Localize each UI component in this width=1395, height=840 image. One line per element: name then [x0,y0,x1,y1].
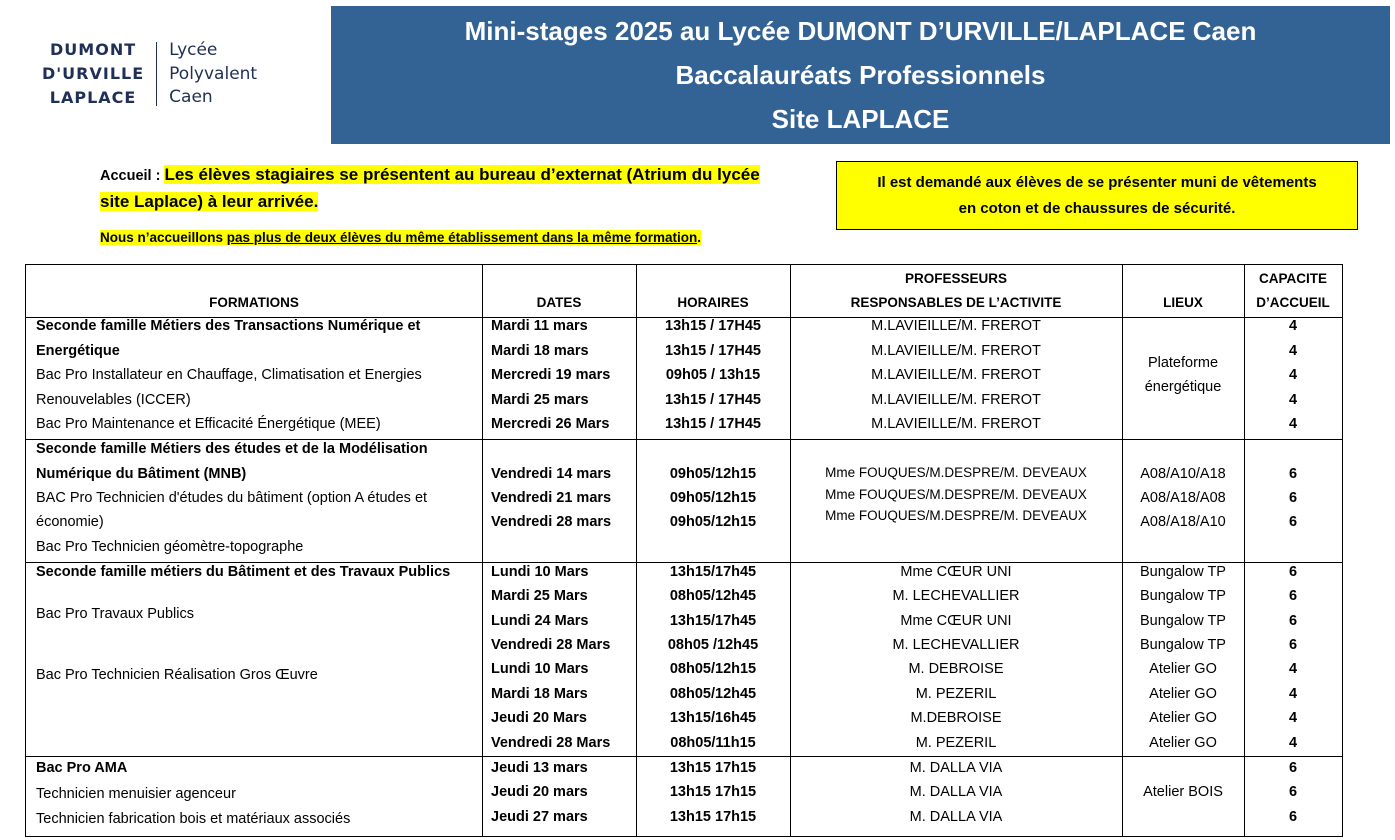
horaire-cell: 13h15/16h45 [669,710,757,726]
date-cell: Vendredi 21 mars [491,490,612,506]
schedule-table [25,264,1343,837]
lieu-cell: Bungalow TP [1140,637,1226,653]
accueil-text: Les élèves stagiaires se présentent au bureau d’externat (Atrium du lycée [164,165,760,184]
formation-label: Seconde famille métiers du Bâtiment et des Travaux Publics [36,564,451,580]
banner-title: Mini-stages 2025 au Lycée DUMONT D’URVILLE/LAPLACE Caen [464,16,1257,46]
capacite-cell: 4 [1288,661,1298,677]
safety-line: Il est demandé aux élèves de se présenter muni de vêtements [877,173,1317,191]
professeur-cell: M. DALLA VIA [909,760,1003,776]
school-logo [42,40,257,108]
lieu-cell: A08/A18/A08 [1140,490,1226,506]
lieu-cell: Plateforme [1147,355,1219,371]
horaire-cell: 09h05/12h15 [669,466,757,482]
formation-label: BAC Pro Technicien d'études du bâtiment (option A études et [36,490,428,506]
logo-subline: Caen [169,87,213,107]
logo-line: DUMONT [50,40,137,59]
horaire-cell: 09h05 / 13h15 [665,367,761,383]
date-cell: Mercredi 26 Mars [491,416,610,432]
formation-label: Technicien fabrication bois et matériaux associés [36,811,351,827]
professeur-cell: M. DALLA VIA [909,784,1003,800]
date-cell: Mardi 18 Mars [491,686,588,702]
professeur-cell: M.LAVIEILLE/M. FREROT [871,318,1041,334]
date-cell: Jeudi 20 Mars [491,710,587,726]
horaire-cell: 08h05/12h15 [669,661,757,677]
lieu-cell: Atelier GO [1149,735,1217,751]
horaire-cell: 09h05/12h15 [669,514,757,530]
date-cell: Jeudi 27 mars [491,809,588,825]
capacite-cell: 6 [1288,588,1298,604]
professeur-cell: M.LAVIEILLE/M. FREROT [871,392,1041,408]
formation-label: Bac Pro Travaux Publics [36,606,194,622]
formation-label: Renouvelables (ICCER) [36,392,191,408]
formation-label: Energétique [36,343,120,359]
header-formations: FORMATIONS [209,295,299,310]
formation-label: Bac Pro AMA [36,760,128,776]
horaire-cell: 08h05 /12h45 [667,637,759,653]
formation-label: Bac Pro Maintenance et Efficacité Énergétique (MEE) [36,416,381,432]
title-banner [331,6,1390,144]
capacite-cell: 4 [1288,367,1298,383]
horaire-cell: 09h05/12h15 [669,490,757,506]
professeur-cell: Mme FOUQUES/M.DESPRE/M. DEVEAUX [825,465,1087,480]
horaire-cell: 13h15 / 17H45 [665,343,761,359]
capacity-note [100,230,701,245]
formation-label: Seconde famille Métiers des Transactions Numérique et [36,318,421,334]
logo-line: D'URVILLE [42,64,145,83]
date-cell: Vendredi 28 mars [491,514,612,530]
capacite-cell: 4 [1288,416,1298,432]
lieu-cell: Atelier GO [1149,710,1217,726]
capacite-cell: 6 [1288,613,1298,629]
horaire-cell: 08h05/11h15 [670,735,756,751]
professeur-cell: Mme FOUQUES/M.DESPRE/M. DEVEAUX [825,508,1087,523]
date-cell: Mardi 18 mars [491,343,589,359]
formation-label: Technicien menuisier agenceur [36,786,236,802]
capacite-cell: 6 [1288,564,1298,580]
capacite-cell: 4 [1288,735,1298,751]
lieu-cell: Atelier GO [1149,661,1217,677]
professeur-cell: Mme CŒUR UNI [900,564,1012,580]
professeur-cell: M. LECHEVALLIER [892,637,1020,653]
capacite-cell: 6 [1288,784,1298,800]
date-cell: Lundi 10 Mars [491,564,589,580]
horaire-cell: 13h15/17h45 [669,613,757,629]
horaire-cell: 13h15 / 17H45 [665,392,761,408]
formation-label: Bac Pro Technicien géomètre-topographe [36,539,304,555]
horaire-cell: 08h05/12h45 [669,588,757,604]
formation-label: Bac Pro Installateur en Chauffage, Climatisation et Energies [36,367,422,383]
logo-subline: Lycée [169,40,218,60]
professeur-cell: Mme FOUQUES/M.DESPRE/M. DEVEAUX [825,487,1087,502]
column-divider [482,265,483,836]
formation-label: Bac Pro Technicien Réalisation Gros Œuvre [36,667,318,683]
logo-subtitle [157,40,257,108]
capacite-cell: 6 [1288,490,1298,506]
banner-subtitle: Baccalauréats Professionnels [675,60,1046,90]
capacite-cell: 4 [1288,318,1298,334]
capacite-cell: 4 [1288,392,1298,408]
capacite-cell: 6 [1288,809,1298,825]
capacite-cell: 6 [1288,760,1298,776]
lieu-cell: A08/A10/A18 [1140,466,1226,482]
professeur-cell: Mme CŒUR UNI [900,613,1012,629]
capacite-cell: 4 [1288,343,1298,359]
header-capacite: CAPACITE D’ACCUEIL [1256,271,1330,310]
formation-label: économie) [36,514,104,530]
horaire-cell: 13h15 17h15 [669,809,757,825]
date-cell: Mardi 11 mars [491,318,588,334]
date-cell: Lundi 24 Mars [491,613,589,629]
formation-label: Seconde famille Métiers des études et de la Modélisation [36,441,428,457]
professeur-cell: M. DEBROISE [908,661,1004,677]
date-cell: Mardi 25 Mars [491,588,588,604]
date-cell: Lundi 10 Mars [491,661,589,677]
professeur-cell: M. PEZERIL [915,735,997,751]
capacite-cell: 6 [1288,637,1298,653]
date-cell: Vendredi 28 Mars [491,637,611,653]
lieu-cell: Atelier BOIS [1143,784,1223,800]
lieu-cell: A08/A18/A10 [1140,514,1226,530]
header-lieux: LIEUX [1163,295,1203,310]
professeur-cell: M.DEBROISE [910,710,1002,726]
accueil-notice [100,162,812,214]
date-cell: Mercredi 19 mars [491,367,611,383]
note-emphasis: pas plus de deux élèves du même établissement dans la même formation [226,230,698,245]
safety-line: en coton et de chaussures de sécurité. [958,199,1236,217]
capacite-cell: 4 [1288,686,1298,702]
accueil-label: Accueil : [100,168,165,184]
header-dates: DATES [536,295,582,310]
date-cell: Vendredi 28 Mars [491,735,611,751]
horaire-cell: 08h05/12h45 [669,686,757,702]
logo-line: LAPLACE [49,88,137,107]
date-cell: Vendredi 14 mars [491,466,612,482]
professeur-cell: M. PEZERIL [915,686,997,702]
date-cell: Jeudi 20 mars [491,784,588,800]
horaire-cell: 13h15 17h15 [669,784,757,800]
professeur-cell: M. LECHEVALLIER [892,588,1020,604]
lieu-cell: énergétique [1144,379,1222,395]
header-horaires: HORAIRES [677,295,749,310]
formation-label: Numérique du Bâtiment (MNB) [36,466,247,482]
accueil-text: site Laplace) à leur arrivée. [100,192,319,211]
banner-site: Site LAPLACE [771,104,950,134]
professeur-cell: M.LAVIEILLE/M. FREROT [871,416,1041,432]
horaire-cell: 13h15 / 17H45 [665,416,761,432]
horaire-cell: 13h15/17h45 [669,564,757,580]
lieu-cell: Bungalow TP [1140,564,1226,580]
lieu-cell: Bungalow TP [1140,588,1226,604]
professeur-cell: M.LAVIEILLE/M. FREROT [871,343,1041,359]
professeur-cell: M. DALLA VIA [909,809,1003,825]
header-professeurs: PROFESSEURS RESPONSABLES DE L’ACTIVITE [850,271,1062,310]
note-text: Nous n’accueillons [100,230,227,245]
date-cell: Mardi 25 mars [491,392,589,408]
capacite-cell: 6 [1288,514,1298,530]
date-cell: Jeudi 13 mars [491,760,588,776]
logo-wordmark [42,40,156,108]
capacite-cell: 4 [1288,710,1298,726]
lieu-cell: Atelier GO [1149,686,1217,702]
capacite-cell: 6 [1288,466,1298,482]
note-text: . [697,230,701,245]
logo-subline: Polyvalent [169,63,258,84]
lieu-cell: Bungalow TP [1140,613,1226,629]
safety-notice [836,161,1358,230]
horaire-cell: 13h15 17h15 [669,760,757,776]
professeur-cell: M.LAVIEILLE/M. FREROT [871,367,1041,383]
horaire-cell: 13h15 / 17H45 [665,318,761,334]
